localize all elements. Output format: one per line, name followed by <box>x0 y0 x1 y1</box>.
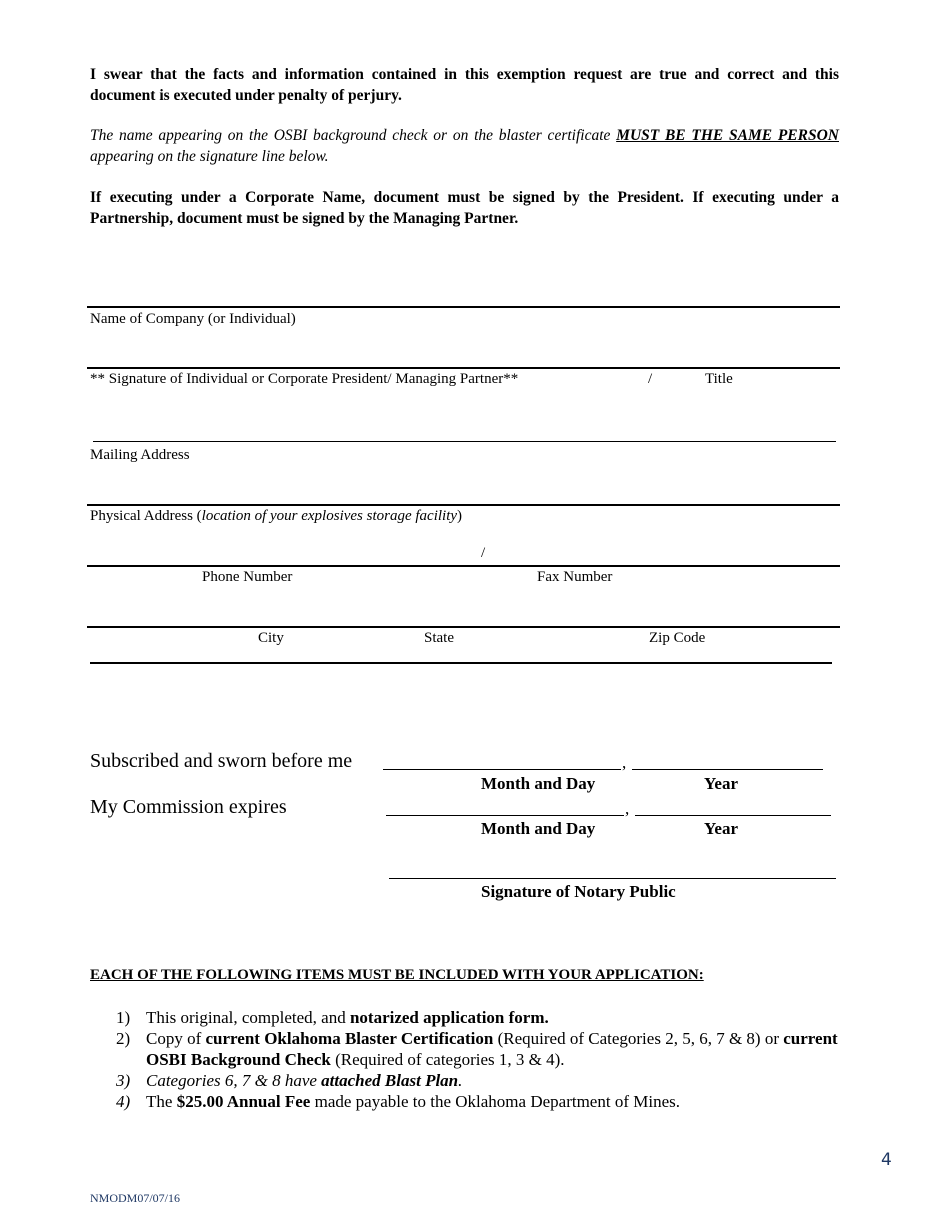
notary-signature-label: Signature of Notary Public <box>481 882 676 901</box>
requirement-item-2: 2) Copy of current Oklahoma Blaster Certification (Required of Categories 2, 5, 6, 7 & 8) or current OSBI Background Check (Required of categories 1, 3 & 4). <box>116 1029 838 1069</box>
mailing-address-line[interactable] <box>93 441 836 442</box>
section-divider <box>90 662 832 664</box>
physical-address-line[interactable] <box>87 504 840 506</box>
subscribed-month-day-label: Month and Day <box>481 774 596 793</box>
fax-number-label: Fax Number <box>537 569 613 585</box>
signature-title-line[interactable] <box>87 367 840 369</box>
phone-fax-separator: / <box>481 545 486 561</box>
signature-title-separator: / <box>648 371 653 387</box>
subscribed-month-day-line[interactable] <box>383 769 621 770</box>
city-label: City <box>258 630 284 646</box>
commission-month-day-label: Month and Day <box>481 819 596 838</box>
phone-fax-line[interactable] <box>87 565 840 567</box>
requirements-heading: EACH OF THE FOLLOWING ITEMS MUST BE INCLUDED WITH YOUR APPLICATION: <box>90 967 704 983</box>
signature-label: ** Signature of Individual or Corporate President/ Managing Partner** <box>90 371 519 387</box>
commission-year-line[interactable] <box>635 815 831 816</box>
company-name-label: Name of Company (or Individual) <box>90 311 296 327</box>
zip-code-label: Zip Code <box>649 630 706 646</box>
commission-comma: , <box>625 799 630 818</box>
phone-number-label: Phone Number <box>202 569 293 585</box>
subscribed-year-label: Year <box>704 774 738 793</box>
mailing-address-label: Mailing Address <box>90 447 190 463</box>
form-code: NMODM07/07/16 <box>90 1191 181 1205</box>
commission-expires-label: My Commission expires <box>90 796 287 818</box>
requirement-item-3: 3) Categories 6, 7 & 8 have attached Blast Plan. <box>116 1071 463 1090</box>
notary-signature-line[interactable] <box>389 878 836 879</box>
company-name-line[interactable] <box>87 306 840 308</box>
requirement-item-1: 1) This original, completed, and notarized application form. <box>116 1008 549 1027</box>
physical-address-label: Physical Address (location of your explosives storage facility) <box>90 508 463 524</box>
commission-year-label: Year <box>704 819 738 838</box>
title-label: Title <box>705 371 733 387</box>
page-number: 4 <box>881 1150 892 1170</box>
same-person-notice: The name appearing on the OSBI background check or on the blaster certificate MUST BE THE SAME PERSON appearing on the signature line below. <box>90 127 839 165</box>
same-person-emphasis: MUST BE THE SAME PERSON <box>616 127 839 144</box>
corporate-signing-notice: If executing under a Corporate Name, document must be signed by the President. If executing under a Partnership, document must be signed by the Managing Partner. <box>90 189 839 227</box>
city-state-zip-line[interactable] <box>87 626 840 628</box>
state-label: State <box>424 630 454 646</box>
perjury-statement: I swear that the facts and information contained in this exemption request are true and correct and this document is executed under penalty of perjury. <box>90 66 839 104</box>
subscribed-sworn-label: Subscribed and sworn before me <box>90 750 353 772</box>
subscribed-year-line[interactable] <box>632 769 823 770</box>
commission-month-day-line[interactable] <box>386 815 624 816</box>
requirement-item-4: 4) The $25.00 Annual Fee made payable to the Oklahoma Department of Mines. <box>116 1092 680 1111</box>
subscribed-comma: , <box>622 753 627 772</box>
